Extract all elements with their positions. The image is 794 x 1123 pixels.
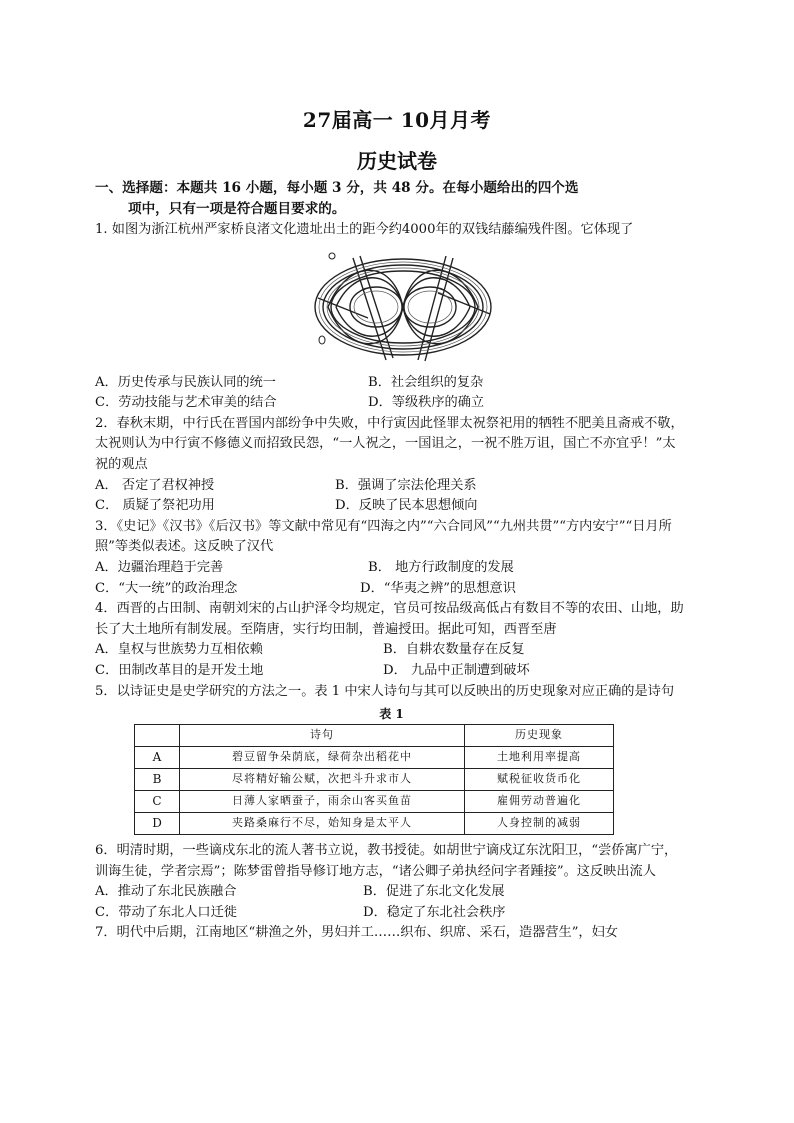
question-2-option-a[interactable]: A． 否定了君权神授 (95, 477, 215, 493)
table-row (135, 747, 614, 769)
table-row-poem: 夹路桑麻行不尽，始知身是太平人 (180, 813, 465, 835)
exam-subtitle: 历史试卷 (357, 149, 437, 173)
question-4-option-c[interactable]: C．田制改革目的是开发土地 (95, 662, 264, 678)
question-1-options-row1 (95, 373, 688, 394)
question-1-option-a[interactable]: A．历史传承与民族认同的统一 (95, 374, 276, 390)
table-header-row (135, 725, 614, 747)
double-coin-knot-rattan-icon (308, 248, 498, 366)
question-1-option-b[interactable]: B．社会组织的复杂 (368, 374, 484, 390)
table-row-poem: 日薄人家晒蚕子，雨余山客买鱼苗 (180, 791, 465, 813)
table-row (135, 813, 614, 835)
question-2 (95, 414, 688, 517)
question-4-option-a[interactable]: A．皇权与世族势力互相依赖 (95, 642, 263, 658)
table-row-phenomenon: 土地利用率提高 (465, 747, 614, 769)
question-2-option-d[interactable]: D．反映了民本思想倾向 (335, 498, 478, 514)
question-6-options-row2 (95, 903, 688, 924)
question-4-option-b[interactable]: B．自耕农数量存在反复 (383, 642, 525, 658)
question-2-option-c[interactable]: C． 质疑了祭祀功用 (95, 498, 215, 514)
question-4-options-row1 (95, 640, 688, 661)
question-4-stem: 4．西晋的占田制、南朝刘宋的占山护泽令均规定，官员可按品级高低占有数目不等的农田、山地，助长了大土地所有制发展。至隋唐，实行均田制，普遍授田。据此可知，西晋至唐 (95, 601, 684, 637)
question-5 (95, 682, 688, 836)
question-6-options-row1 (95, 882, 688, 903)
table-row (135, 769, 614, 791)
table-row-phenomenon: 人身控制的减弱 (465, 813, 614, 835)
question-3-option-c[interactable]: C．“大一统”的政治理念 (95, 580, 238, 596)
question-3-options-row1 (95, 558, 688, 579)
question-3-option-d[interactable]: D．“华夷之辨”的思想意识 (360, 580, 516, 596)
question-1-options-row2 (95, 393, 688, 414)
question-1-option-c[interactable]: C．劳动技能与艺术审美的结合 (95, 395, 277, 411)
question-4 (95, 599, 688, 681)
question-7-stem: 7．明代中后期，江南地区“耕渔之外，男妇并工……织布、织席、采石，造器营生”，妇女 (95, 925, 618, 941)
question-6 (95, 841, 688, 923)
poem-table (134, 724, 614, 835)
question-3-option-a[interactable]: A．边疆治理趋于完善 (95, 559, 224, 575)
question-6-stem: 6．明清时期，一些谪戍东北的流人著书立说，教书授徒。如胡世宁谪戍辽东沈阳卫，“尝侨寓广宁，训诲生徒，学者宗焉”；陈梦雷曾指导修订地方志，“诸公卿子弟执经问字者踵接”。这反映出流人 (95, 843, 678, 879)
question-1 (95, 220, 688, 414)
table-row-phenomenon: 赋税征收货币化 (465, 769, 614, 791)
table-row-poem: 碧豆留争朵荫底，绿荷杂出稻花中 (180, 747, 465, 769)
table-row-label: A (135, 747, 180, 769)
question-1-option-d[interactable]: D．等级秩序的确立 (368, 395, 485, 411)
section-heading (95, 178, 688, 220)
table-row-label: D (135, 813, 180, 835)
table-row-phenomenon: 雇佣劳动普遍化 (465, 791, 614, 813)
question-3-option-b[interactable]: B． 地方行政制度的发展 (368, 559, 514, 575)
question-2-options-row1 (95, 476, 688, 497)
table-header-label (135, 725, 180, 747)
question-4-options-row2 (95, 661, 688, 682)
question-2-stem: 2．春秋末期，中行氏在晋国内部纷争中失败，中行寅因此怪罪太祝祭祀用的牺牲不肥美且斋戒不敬，太祝则认为中行寅不修德义而招致民怨，“一人祝之，一国诅之，一祝不胜万诅，国亡不亦宜乎！”太祝的观点 (95, 415, 684, 472)
table-row-label: C (135, 791, 180, 813)
question-2-options-row2 (95, 496, 688, 517)
question-2-option-b[interactable]: B．强调了宗法伦理关系 (335, 477, 477, 493)
question-5-stem: 5．以诗证史是史学研究的方法之一。表 1 中宋人诗句与其可以反映出的历史现象对应正确的是诗句 (95, 683, 675, 699)
question-6-option-d[interactable]: D．稳定了东北社会秩序 (363, 904, 506, 920)
question-4-option-d[interactable]: D． 九品中正制遭到破坏 (383, 662, 530, 678)
section-heading-line2: 项中，只有一项是符合题目要求的。 (128, 201, 346, 217)
question-1-figure (118, 241, 688, 373)
question-7 (95, 923, 688, 944)
question-6-option-c[interactable]: C．带动了东北人口迁徙 (95, 904, 237, 920)
question-6-option-a[interactable]: A．推动了东北民族融合 (95, 884, 237, 900)
question-6-option-b[interactable]: B．促进了东北文化发展 (363, 884, 505, 900)
question-3-options-row2 (95, 579, 688, 600)
table-row-poem: 尽将精好输公赋，次把斗升求市人 (180, 769, 465, 791)
section-heading-line1: 一、选择题：本题共 16 小题，每小题 3 分，共 48 分。在每小题给出的四个选 (95, 180, 579, 196)
table-row-label: B (135, 769, 180, 791)
exam-title: 27届高一 10月月考 (302, 108, 492, 132)
table-row (135, 791, 614, 813)
exam-content (95, 178, 688, 944)
question-1-stem: 1. 如图为浙江杭州严家桥良渚文化遗址出土的距今约4000年的双钱结藤编残件图。它体现了 (95, 222, 634, 237)
table-header-phenomenon: 历史现象 (465, 725, 614, 747)
question-3 (95, 517, 688, 599)
table-caption: 表 1 (379, 707, 404, 722)
question-3-stem: 3．《史记》《汉书》《后汉书》等文献中常见有“四海之内”“六合同风”“九州共贯”“方内安宁”“日月所照”等类似表述。这反映了汉代 (95, 518, 672, 555)
table-header-poem: 诗句 (180, 725, 465, 747)
